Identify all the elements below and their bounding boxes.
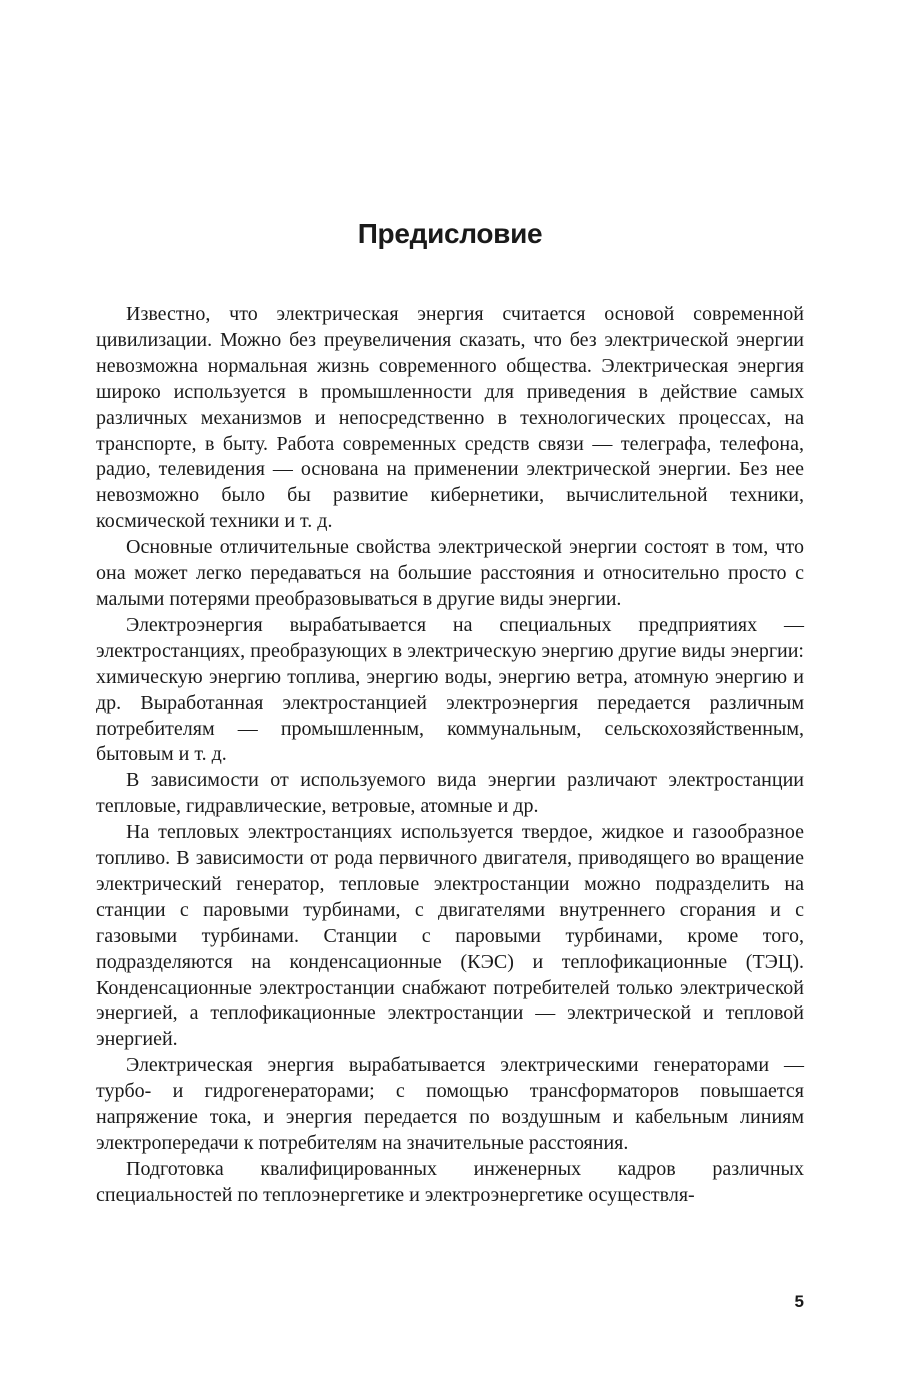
paragraph-3: Электроэнергия вырабатывается на специальных предприятиях — электростанциях, преобразующих в электрическую энергию другие виды энергии: химическую энергию топлива, энергию воды, энергию ветра, атомную энергию и др. Выработанная электростанцией электроэнергия передается различным потребителям — промышленным, коммунальным, сельскохозяйственным, бытовым и т. д. <box>96 613 804 766</box>
paragraph-5: На тепловых электростанциях используется твердое, жидкое и газообразное топливо. В зависимости от рода первичного двигателя, приводящего во вращение электрический генератор, тепловые электростанции можно подразделить на станции с паровыми турбинами, с двигателями внутреннего сгорания и с газовыми турбинами. Станции с паровыми турбинами, кроме того, подразделяются на конденсационные (КЭС) и теплофикационные (ТЭЦ). Конденсационные электростанции снабжают потребителей только электрической энергией, а теплофикационные электростанции — электрической и тепловой энергией. <box>96 821 804 1051</box>
paragraph-4: В зависимости от используемого вида энергии различают электростанции тепловые, гидравлические, ветровые, атомные и др. <box>96 769 804 818</box>
paragraph-6: Электрическая энергия вырабатывается электрическими генераторами — турбо- и гидрогенераторами; с помощью трансформаторов повышается напряжение тока, и энергия передается по воздушным и кабельным линиям электропередачи к потребителям на значительные расстояния. <box>96 1054 804 1154</box>
paragraph-2: Основные отличительные свойства электрической энергии состоят в том, что она может легко передаваться на большие расстояния и относительно просто с малыми потерями преобразовываться в другие виды энергии. <box>96 536 804 610</box>
page-title: Предисловие <box>357 218 543 249</box>
paragraph-1: Известно, что электрическая энергия считается основой современной цивилизации. Можно без преувеличения сказать, что без электрической энергии невозможна нормальная жизнь современного общества. Электрическая энергия широко используется в промышленности для приведения в действие самых различных механизмов и непосредственно в технологических процессах, на транспорте, в быту. Работа современных средств связи — телеграфа, телефона, радио, телевидения — основана на применении электрической энергии. Без нее невозможно было бы развитие кибернетики, вычислительной техники, космической техники и т. д. <box>96 303 804 533</box>
body-text <box>96 302 804 1209</box>
paragraph-7: Подготовка квалифицированных инженерных кадров различных специальностей по теплоэнергетике и электроэнергетике осуществля- <box>96 1157 804 1206</box>
page-number: 5 <box>794 1292 804 1311</box>
book-page <box>96 0 804 1382</box>
